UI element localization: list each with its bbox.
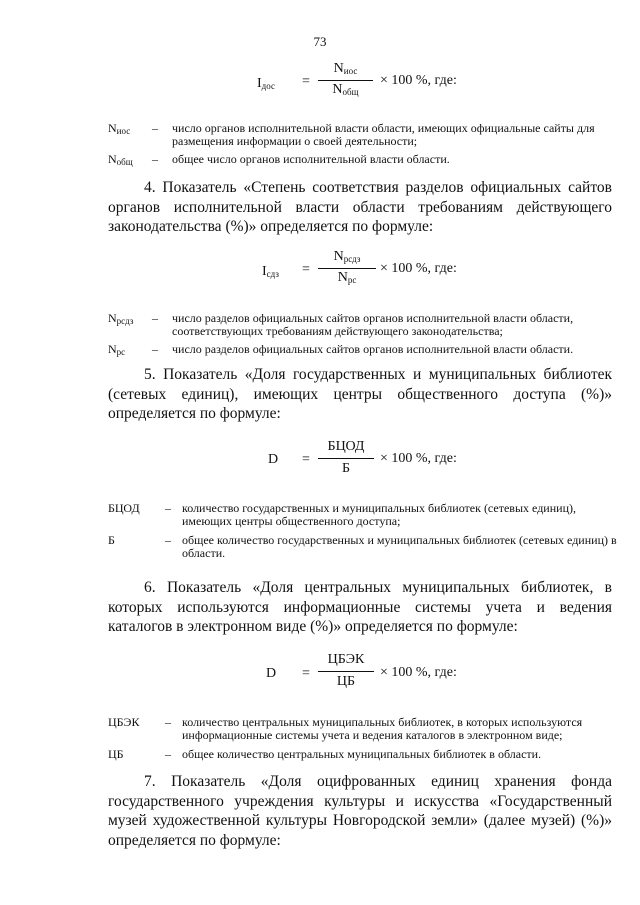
definition-n-obsch: $N_{общ}$ – общее число органов исполнительной власти области. [108, 153, 618, 167]
definition-n-ios: $N_{иос}$ – число органов исполнительной власти области, имеющих официальные сайты для размещения информации о своей деятельности; [108, 122, 618, 150]
definition-cbek: ЦБЭК – количество центральных муниципальных библиотек, в которых используются информационные системы учета и ведения каталогов в электронном виде; [108, 716, 620, 744]
formula-rhs: × 100 %, где: [380, 73, 457, 88]
formula-denominator: Б [341, 461, 351, 476]
formula-lhs: $I_{сдз}$ [262, 264, 279, 279]
formula-rhs: × 100 %, где: [380, 261, 457, 276]
page-number: 73 [313, 34, 327, 49]
definition-n-rsdz: $N_{рсдз}$ – число разделов официальных сайтов органов исполнительной власти области, соответствующих требованиям действующего законодательства; [108, 312, 618, 340]
formula-equals: = [302, 262, 310, 277]
formula-lhs: D [268, 452, 279, 467]
formula-equals: = [302, 74, 310, 89]
paragraph-6: 6. Показатель «Доля центральных муниципальных библиотек, в которых используются информационные системы учета и ведения каталогов в электронном виде (%)» определяется по формуле: [108, 579, 612, 635]
definition-n-rs: $N_{рс}$ – число разделов официальных сайтов органов исполнительной власти области. [108, 343, 618, 357]
formula-lhs: $I_{дос}$ [257, 76, 275, 91]
fraction-bar [318, 268, 376, 269]
formula-denominator: $N_{общ}$ [332, 82, 359, 97]
formula-equals: = [302, 666, 310, 681]
definition-text: общее количество государственных и муниципальных библиотек (сетевых единиц) в области. [182, 533, 617, 560]
fraction-bar [318, 458, 374, 459]
definition-text: число разделов официальных сайтов органов исполнительной власти области, соответствующих требованиям действующего законодательства; [172, 311, 574, 338]
formula-lhs: D [266, 666, 277, 681]
paragraph-7: 7. Показатель «Доля оцифрованных единиц хранения фонда государственного учреждения культуры и искусства «Государственный музей художественной культуры Новгородской земли» (далее музей) (%)» определяется по формуле: [108, 773, 612, 849]
definition-b: Б – общее количество государственных и муниципальных библиотек (сетевых единиц) в области. [108, 533, 617, 560]
paragraph-5: 5. Показатель «Доля государственных и муниципальных библиотек (сетевых единиц), имеющих центры общественного доступа (%)» определяется по формуле: [108, 366, 612, 422]
definition-text: общее количество центральных муниципальных библиотек в области. [182, 747, 542, 761]
paragraph-4: 4. Показатель «Степень соответствия разделов официальных сайтов органов исполнительной власти области требованиям действующего законодательства (%)» определяется по формуле: [108, 179, 612, 235]
definition-cb: ЦБ – общее количество центральных муниципальных библиотек в области. [108, 748, 620, 762]
formula-numerator: $N_{иос}$ [333, 61, 358, 76]
definition-bcod: БЦОД – количество государственных и муниципальных библиотек (сетевых единиц), имеющих центры общественного доступа; [108, 502, 618, 530]
formula-numerator: ЦБЭК [327, 652, 365, 667]
formula-denominator: ЦБ [336, 674, 356, 689]
formula-denominator: $N_{рс}$ [337, 270, 357, 285]
fraction-bar [318, 80, 373, 81]
formula-equals: = [302, 452, 310, 467]
formula-rhs: × 100 %, где: [380, 665, 457, 680]
formula-numerator: $N_{рсдз}$ [333, 249, 361, 264]
definition-text: количество государственных и муниципальных библиотек (сетевых единиц), имеющих центры общественного доступа; [182, 501, 576, 528]
formula-numerator: БЦОД [327, 439, 365, 454]
definition-text: число разделов официальных сайтов органов исполнительной власти области. [172, 342, 574, 356]
definition-text: число органов исполнительной власти области, имеющих официальные сайты для размещения информации о своей деятельности; [172, 121, 595, 148]
definition-text: общее число органов исполнительной власти области. [172, 152, 450, 166]
formula-rhs: × 100 %, где: [380, 451, 457, 466]
definition-text: количество центральных муниципальных библиотек, в которых используются информационные системы учета и ведения каталогов в электронном виде; [182, 715, 583, 742]
fraction-bar [318, 671, 374, 672]
